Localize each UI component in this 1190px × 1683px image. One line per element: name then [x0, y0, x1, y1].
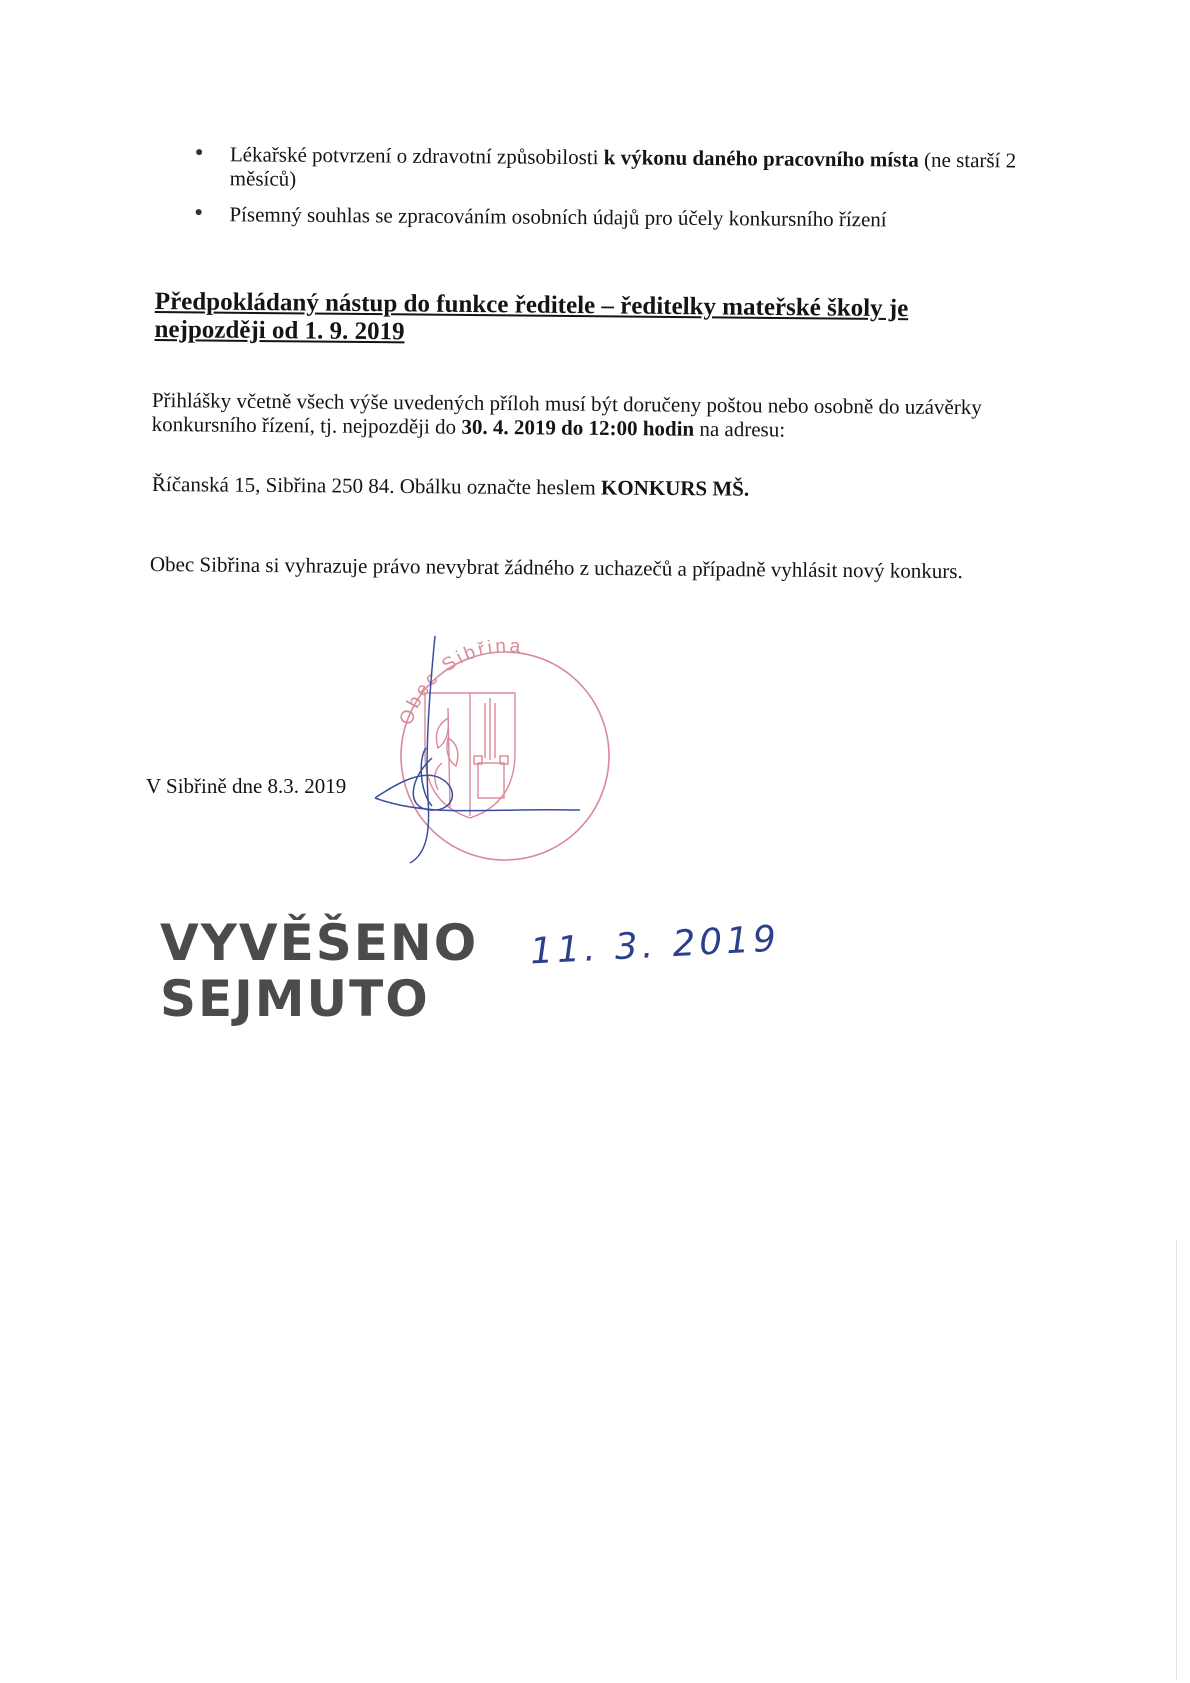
requirements-list — [194, 142, 1065, 245]
envelope-keyword: KONKURS MŠ. — [600, 475, 750, 501]
start-date-heading: Předpokládaný nástup do funkce ředitele – ředitelky mateřské školy je nejpozději od 1. 9. 2019 — [154, 288, 909, 346]
bullet-icon: ● — [194, 204, 203, 221]
posted-label: VYVĚŠENO — [160, 914, 479, 972]
list-item — [195, 142, 1065, 197]
signature-icon — [375, 636, 580, 863]
list-item-text: Lékařské potvrzení o zdravotní způsobilosti — [229, 142, 604, 170]
removed-label: SEJMUTO — [160, 970, 430, 1028]
posted-date-handwritten: 11. 3. 2019 — [529, 918, 782, 973]
posting-stamp — [160, 915, 478, 1027]
list-item — [194, 202, 1064, 233]
list-item-bold: k výkonu daného pracovního místa — [603, 145, 919, 172]
list-item-text-after: (ne starší 2 měsíců) — [229, 147, 1017, 191]
paragraph-text-after: na adresu: — [694, 416, 786, 442]
application-deadline-paragraph — [152, 388, 1032, 444]
seal-text — [396, 636, 524, 728]
list-item-text: Písemný souhlas se zpracováním osobních údajů pro účely konkursního řízení — [229, 202, 887, 232]
paragraph-text: Přihlášky včetně všech výše uvedených příloh musí být doručeny poštou nebo osobně do uzávěrky konkursního řízení, tj. nejpozději do — [151, 388, 982, 439]
coat-of-arms-icon — [425, 693, 515, 818]
address-text: Říčanská 15, Sibřina 250 84. Obálku označte heslem — [151, 472, 602, 500]
deadline-text: 30. 4. 2019 do 12:00 hodin — [461, 414, 695, 441]
scan-edge-line — [1176, 1240, 1177, 1680]
seal-text-path: Obec Sibřina — [395, 635, 525, 728]
bullet-icon: ● — [194, 144, 204, 161]
address-paragraph — [152, 472, 1032, 503]
place-and-date: V Sibřině dne 8.3. 2019 — [146, 774, 347, 798]
disclaimer-paragraph: Obec Sibřina si vyhrazuje právo nevybrat žádného z uchazečů a případně vyhlásit nový konkurs. — [149, 552, 963, 584]
municipal-seal — [370, 628, 640, 868]
